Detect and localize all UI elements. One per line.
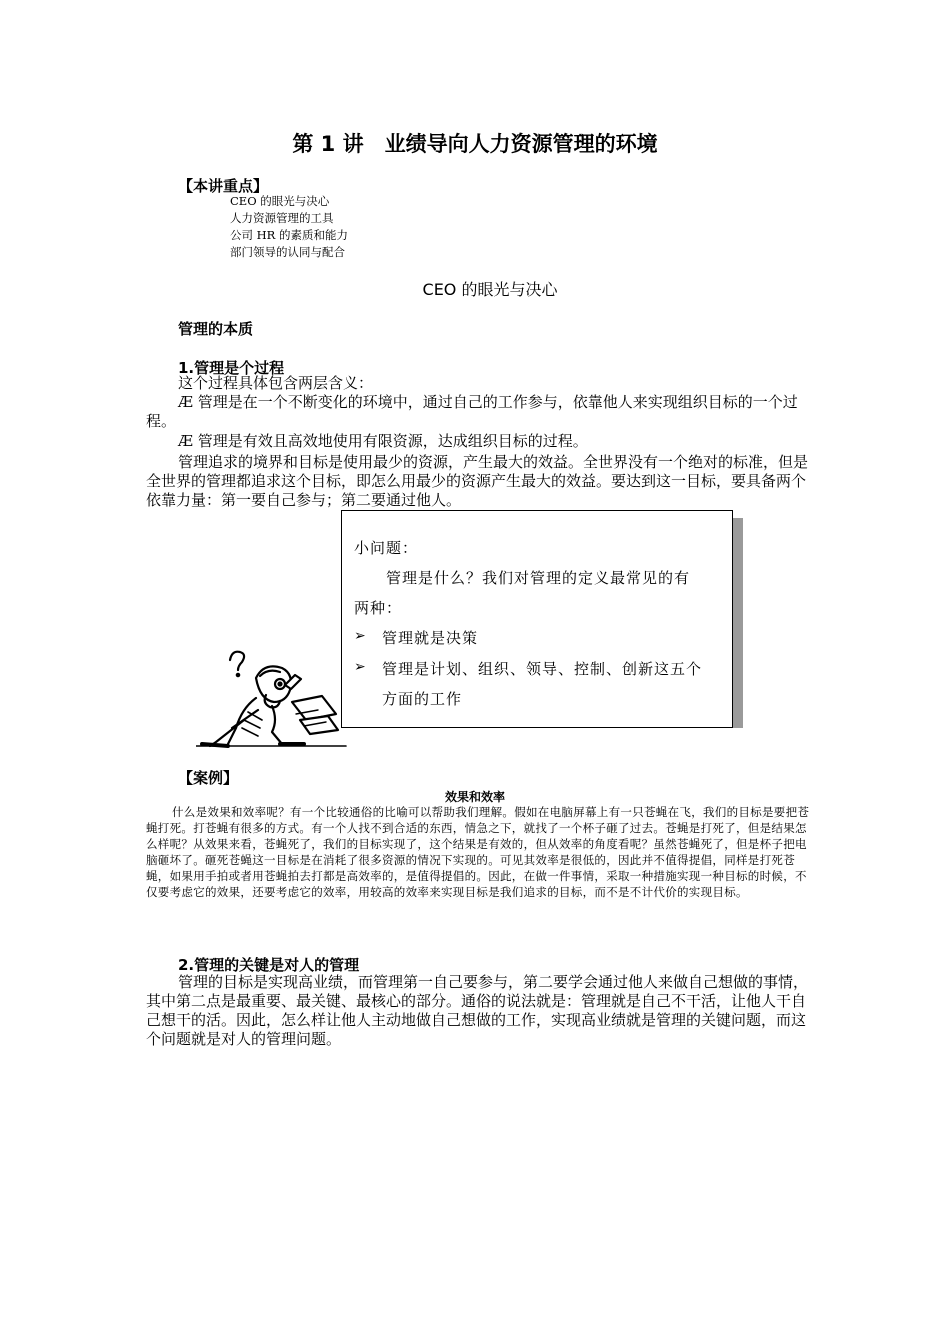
question-item-1: 管理就是决策 bbox=[382, 629, 479, 647]
question-line-2: 两种： bbox=[354, 599, 403, 617]
question-label: 小问题： bbox=[354, 539, 419, 557]
arrow-bullet-icon: ➢ bbox=[354, 659, 366, 675]
point1-bullet-1: Æ 管理是在一个不断变化的环境中，通过自己的工作参与，依靠他人来实现组织目标的一个过程。 bbox=[146, 393, 798, 430]
essence-heading: 管理的本质 bbox=[178, 320, 254, 338]
case-label: 【案例】 bbox=[178, 769, 239, 787]
case-body: 什么是效果和效率呢？有一个比较通俗的比喻可以帮助我们理解。假如在电脑屏幕上有一只苍蝇在飞，我们的目标是要把苍蝇打死。打苍蝇有很多的方式。有一个人找不到合适的东西，情急之下，就找了一个杯子砸了过去。苍蝇是打死了，但是结果怎么样呢？从效果来看，苍蝇死了，我们的目标实现了，这个结果是有效的，但从效率的角度看呢？虽然苍蝇死了，但是杯子把电脑砸坏了。砸死苍蝇这一目标是在消耗了很多资源的情况下实现的。可见其效率是很低的，因此并不值得提倡，同样是打死苍蝇，如果用手拍或者用苍蝇拍去打都是高效率的，是值得提倡的。因此，在做一件事情，采取一种措施实现一种目标的时候，不仅要考虑它的效果，还要考虑它的效率，用较高的效率来实现目标是我们追求的目标，而不是不计代价的实现目标。 bbox=[146, 805, 810, 899]
key-points-list bbox=[230, 193, 348, 261]
thinking-man-illustration bbox=[196, 640, 356, 750]
point1-intro: 这个过程具体包含两层含义： bbox=[178, 374, 374, 392]
key-point-item: CEO 的眼光与决心 bbox=[230, 194, 330, 208]
question-line-1: 管理是什么？我们对管理的定义最常见的有 bbox=[386, 569, 691, 587]
key-point-item: 人力资源管理的工具 bbox=[230, 211, 334, 225]
case-title: 效果和效率 bbox=[444, 790, 505, 804]
point1-heading: 1.管理是个过程 bbox=[178, 359, 285, 377]
page-title: 第 1 讲 业绩导向人力资源管理的环境 bbox=[292, 132, 658, 156]
point2-heading: 2.管理的关键是对人的管理 bbox=[178, 956, 360, 974]
key-point-item: 部门领导的认同与配合 bbox=[230, 245, 345, 259]
arrow-bullet-icon: ➢ bbox=[354, 628, 366, 644]
point2-paragraph: 管理的目标是实现高业绩，而管理第一自己要参与，第二要学会通过他人来做自己想做的事情，其中第二点是最重要、最关键、最核心的部分。通俗的说法就是：管理就是自己不干活，让他人干自己想干的活。因此，怎么样让他人主动地做自己想做的工作，实现高业绩就是管理的关键问题，而这个问题就是对人的管理问题。 bbox=[146, 973, 809, 1048]
key-point-item: 公司 HR 的素质和能力 bbox=[230, 228, 348, 242]
question-box bbox=[341, 510, 733, 728]
section-heading: CEO 的眼光与决心 bbox=[422, 280, 558, 299]
point1-paragraph: 管理追求的境界和目标是使用最少的资源，产生最大的效益。全世界没有一个绝对的标准，但是全世界的管理都追求这个目标，即怎么用最少的资源产生最大的效益。要达到这一目标，要具备两个依靠力量：第一要自己参与；第二要通过他人。 bbox=[146, 453, 809, 509]
point1-bullet-2: Æ 管理是有效且高效地使用有限资源，达成组织目标的过程。 bbox=[178, 432, 588, 450]
question-item-2-line-2: 方面的工作 bbox=[382, 690, 463, 708]
question-item-2-line-1: 管理是计划、组织、领导、控制、创新这五个 bbox=[382, 660, 703, 678]
key-points-label: 【本讲重点】 bbox=[178, 177, 269, 195]
